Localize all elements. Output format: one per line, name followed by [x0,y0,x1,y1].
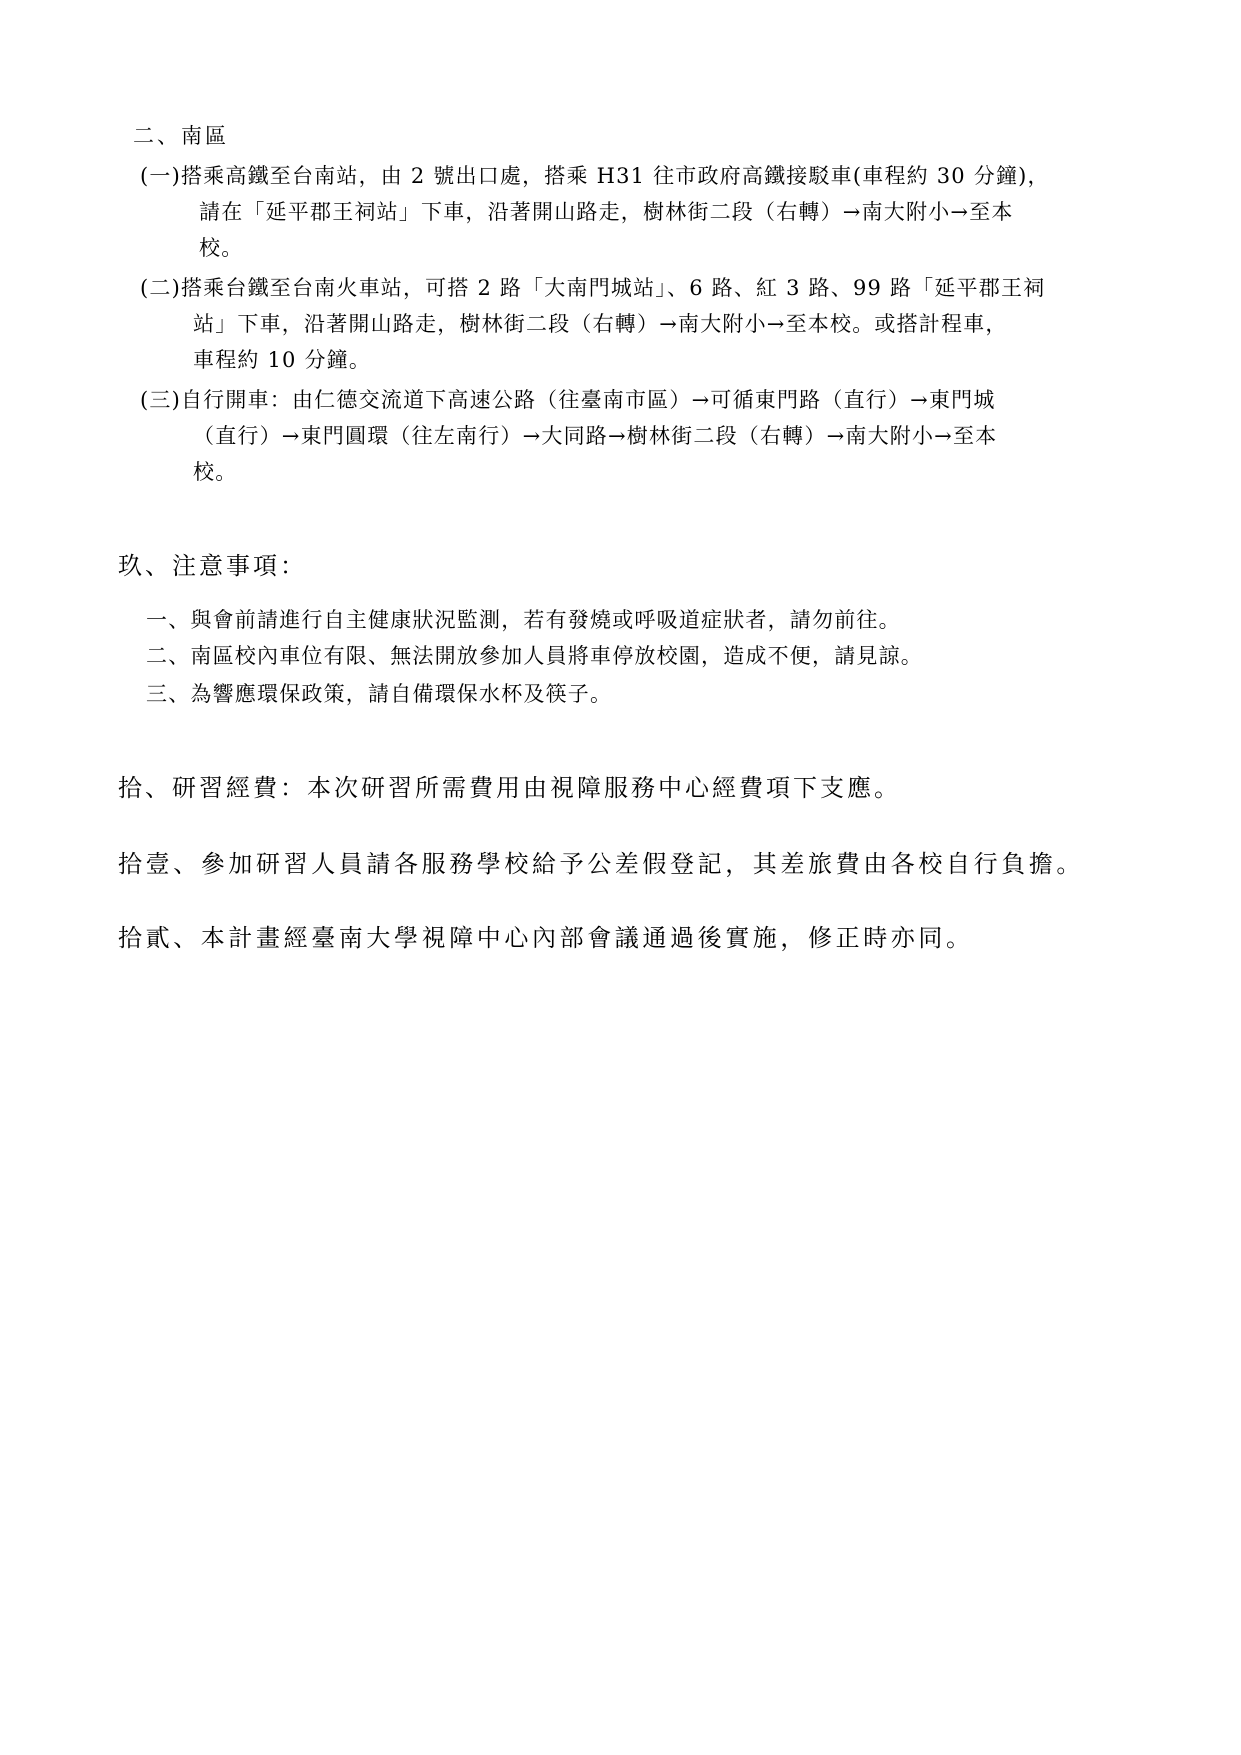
south-item-drive-line-1: (三)自行開車：由仁德交流道下高速公路（往臺南市區）→可循東門路（直行）→東門城 [140,388,996,412]
section-funding: 拾、研習經費：本次研習所需費用由視障服務中心經費項下支應。 [118,774,901,802]
note-item-parking: 二、南區校內車位有限、無法開放參加人員將車停放校園，造成不便，請見諒。 [146,644,923,668]
section-leave: 拾壹、參加研習人員請各服務學校給予公差假登記，其差旅費由各校自行負擔。 [118,850,1084,878]
south-item-train-line-3: 車程約 10 分鐘。 [193,348,372,372]
south-item-hsr-line-1: (一)搭乘高鐵至台南站，由 2 號出口處，搭乘 H31 往市政府高鐵接駁車(車程約 30 分鐘)， [140,164,1050,188]
south-item-hsr-line-3: 校。 [199,236,244,260]
south-item-drive-line-2: （直行）→東門圓環（往左南行）→大同路→樹林街二段（右轉）→南大附小→至本 [193,424,998,448]
south-region-heading: 二、南區 [133,124,229,148]
note-item-health: 一、與會前請進行自主健康狀況監測，若有發燒或呼吸道症狀者，請勿前往。 [146,608,901,632]
south-item-hsr-line-2: 請在「延平郡王祠站」下車，沿著開山路走，樹林街二段（右轉）→南大附小→至本 [199,200,1014,224]
note-item-eco: 三、為響應環保政策，請自備環保水杯及筷子。 [146,682,613,706]
south-item-train-line-2: 站」下車，沿著開山路走，樹林街二段（右轉）→南大附小→至本校。或搭計程車， [193,312,1008,336]
notes-heading: 玖、注意事項： [118,552,307,580]
south-item-train-line-1: (二)搭乘台鐵至台南火車站，可搭 2 路「大南門城站」、6 路、紅 3 路、99 路「延平郡王祠 [140,276,1046,300]
section-approval: 拾貳、本計畫經臺南大學視障中心內部會議通過後實施，修正時亦同。 [118,924,974,952]
south-item-drive-line-3: 校。 [193,460,238,484]
